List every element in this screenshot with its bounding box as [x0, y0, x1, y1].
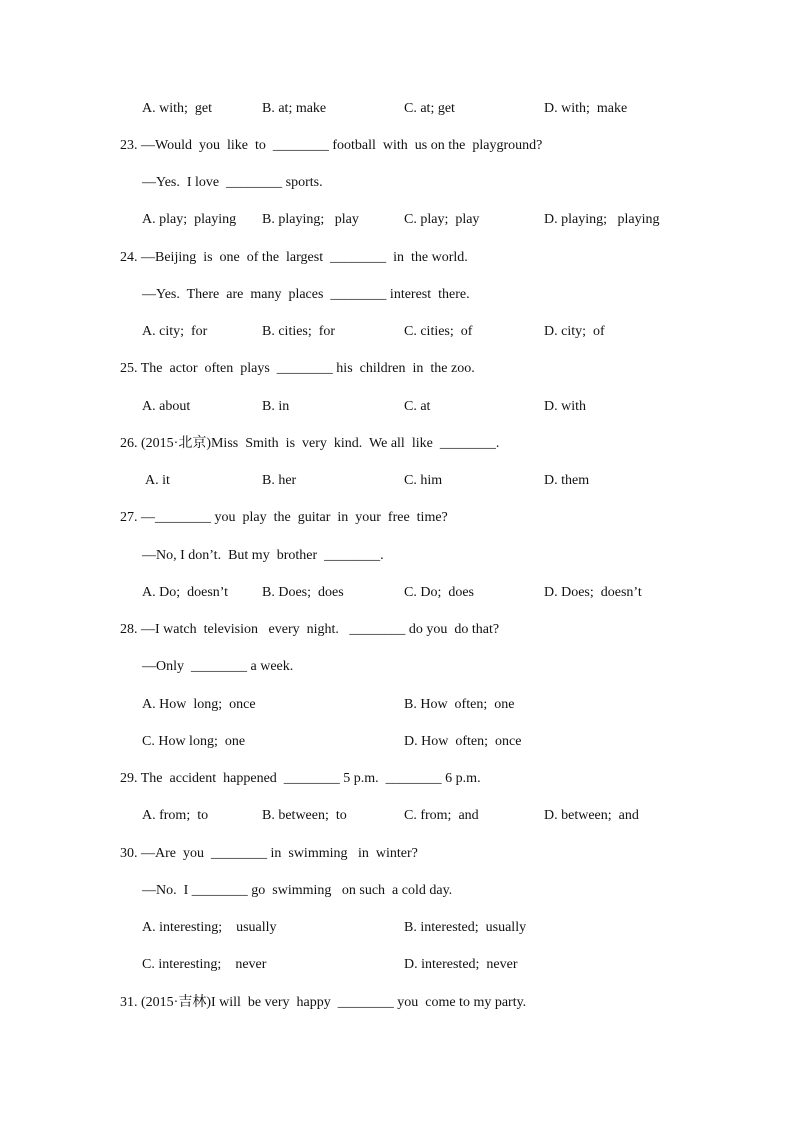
- q28-option-d: D. How often; once: [404, 734, 522, 749]
- q24-option-b: B. cities; for: [262, 324, 336, 339]
- q22-option-d: D. with; make: [544, 101, 628, 116]
- q22-option-b: B. at; make: [262, 101, 327, 116]
- q30-question: 30. —Are you ________ in swimming in winter?: [120, 846, 418, 861]
- q31-question: 31. (2015·吉林)I will be very happy ________ you come to my party.: [120, 995, 527, 1010]
- q27-option-b: B. Does; does: [262, 585, 344, 600]
- q23-option-d: D. playing; playing: [544, 212, 660, 227]
- q24-reply: —Yes. There are many places ________ interest there.: [142, 287, 470, 302]
- q26-option-d: D. them: [544, 473, 590, 488]
- q23-option-a: A. play; playing: [142, 212, 237, 227]
- q28-question: 28. —I watch television every night. ________ do you do that?: [120, 622, 500, 637]
- q29-option-d: D. between; and: [544, 808, 639, 823]
- q29-option-a: A. from; to: [142, 808, 209, 823]
- q28-option-a: A. How long; once: [142, 697, 256, 712]
- q30-reply: —No. I ________ go swimming on such a cold day.: [142, 883, 453, 898]
- q26-option-c: C. him: [404, 473, 443, 488]
- q24-option-a: A. city; for: [142, 324, 208, 339]
- q23-question: 23. —Would you like to ________ football with us on the playground?: [120, 138, 543, 153]
- q28-reply: —Only ________ a week.: [142, 659, 294, 674]
- q23-reply: —Yes. I love ________ sports.: [142, 175, 323, 190]
- q27-question: 27. —________ you play the guitar in your free time?: [120, 510, 448, 525]
- q23-option-b: B. playing; play: [262, 212, 359, 227]
- q24-option-d: D. city; of: [544, 324, 605, 339]
- q28-option-b: B. How often; one: [404, 697, 515, 712]
- q29-option-c: C. from; and: [404, 808, 479, 823]
- q30-option-d: D. interested; never: [404, 957, 518, 972]
- q29-option-b: B. between; to: [262, 808, 347, 823]
- q22-option-c: C. at; get: [404, 101, 455, 116]
- q28-option-c: C. How long; one: [142, 734, 246, 749]
- q25-option-d: D. with: [544, 399, 586, 414]
- q27-reply: —No, I don’t. But my brother ________.: [142, 548, 384, 563]
- q30-option-a: A. interesting; usually: [142, 920, 277, 935]
- q25-option-c: C. at: [404, 399, 431, 414]
- q23-option-c: C. play; play: [404, 212, 480, 227]
- q24-question: 24. —Beijing is one of the largest ________ in the world.: [120, 250, 468, 265]
- q30-option-b: B. interested; usually: [404, 920, 527, 935]
- q29-question: 29. The accident happened ________ 5 p.m. ________ 6 p.m.: [120, 771, 481, 786]
- q27-option-a: A. Do; doesn’t: [142, 585, 229, 600]
- q24-option-c: C. cities; of: [404, 324, 473, 339]
- q30-option-c: C. interesting; never: [142, 957, 267, 972]
- q27-option-c: C. Do; does: [404, 585, 474, 600]
- q27-option-d: D. Does; doesn’t: [544, 585, 642, 600]
- q22-option-a: A. with; get: [142, 101, 212, 116]
- q26-option-a: A. it: [145, 473, 170, 488]
- q26-question: 26. (2015·北京)Miss Smith is very kind. We all like ________.: [120, 436, 500, 451]
- q25-option-b: B. in: [262, 399, 290, 414]
- q25-question: 25. The actor often plays ________ his children in the zoo.: [120, 361, 475, 376]
- q25-option-a: A. about: [142, 399, 191, 414]
- q26-option-b: B. her: [262, 473, 297, 488]
